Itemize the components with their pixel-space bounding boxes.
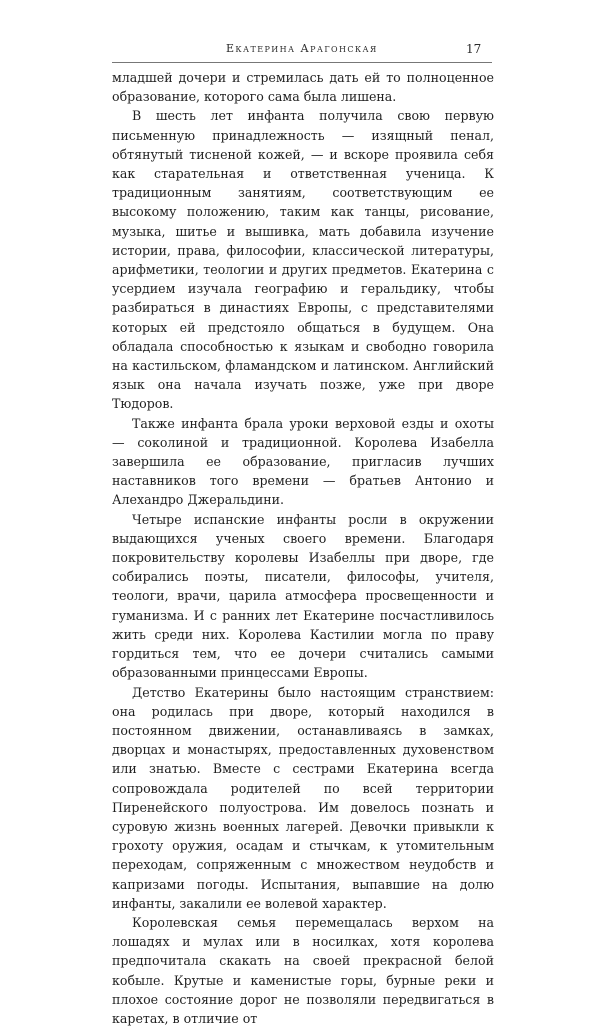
page-number: 17 xyxy=(466,42,482,56)
paragraph: Четыре испанские инфанты росли в окружении выдающихся ученых своего времени. Благодаря покровительству королевы Изабеллы при дворе, где собирались поэты, писатели, философы, учителя, теологи, врачи, царила атмосфера просвещенности и гуманизма. И с ранних лет Екатерине посчастливилось жить среди них. Королева Кастилии могла по праву гордиться тем, что ее дочери считались самыми образованными принцессами Европы. xyxy=(112,511,494,681)
running-head xyxy=(0,42,600,62)
paragraph: младшей дочери и стремилась дать ей то полноценное образование, которого сама была лишена. xyxy=(112,70,494,105)
body-text xyxy=(112,68,494,1028)
paragraph: В шесть лет инфанта получила свою первую письменную принадлежность — изящный пенал, обтянутый тисненой кожей, — и вскоре проявила себя как старательная и ответственная ученица. К традиционным занятиям, соответствующим ее высокому положению, таким как танцы, рисование, музыка, шитье и вышивка, мать добавила изучение истории, права, философии, классической литературы, арифметики, теологии и других предметов. Екатерина с усердием изучала географию и геральдику, чтобы разбираться в династиях Европы, с представителями которых ей предстояло общаться в будущем. Она обладала способностью к языкам и свободно говорила на кастильском, фламандском и латинском. Английский язык она начала изучать позже, уже при дворе Тюдоров. xyxy=(112,108,494,412)
header-divider xyxy=(112,62,492,63)
paragraph: Также инфанта брала уроки верховой езды и охоты — соколиной и традиционной. Королева Изабелла завершила ее образование, пригласив лучших наставников того времени — братьев Антонио и Алехандро Джеральдини. xyxy=(112,415,494,508)
chapter-title: Екатерина Арагонская xyxy=(226,42,378,55)
paragraph: Детство Екатерины было настоящим странствием: она родилась при дворе, который находился в постоянном движении, останавливаясь в замках, дворцах и монастырях, предоставленных духовенством или знатью. Вместе с сестрами Екатерина всегда сопровождала родителей по всей территории Пиренейского полуострова. Им довелось познать и суровую жизнь военных лагерей. Девочки привыкли к грохоту оружия, осадам и стычкам, к утомительным переходам, сопряженным с множеством неудобств и капризами погоды. Испытания, выпавшие на долю инфанты, закалили ее волевой характер. xyxy=(112,684,494,911)
paragraph: Королевская семья перемещалась верхом на лошадях и мулах или в носилках, хотя королева предпочитала скакать на своей прекрасной белой кобыле. Крутые и каменистые горы, бурные реки и плохое состояние дорог не позволяли передвигаться в каретах, в отличие от xyxy=(112,914,494,1026)
